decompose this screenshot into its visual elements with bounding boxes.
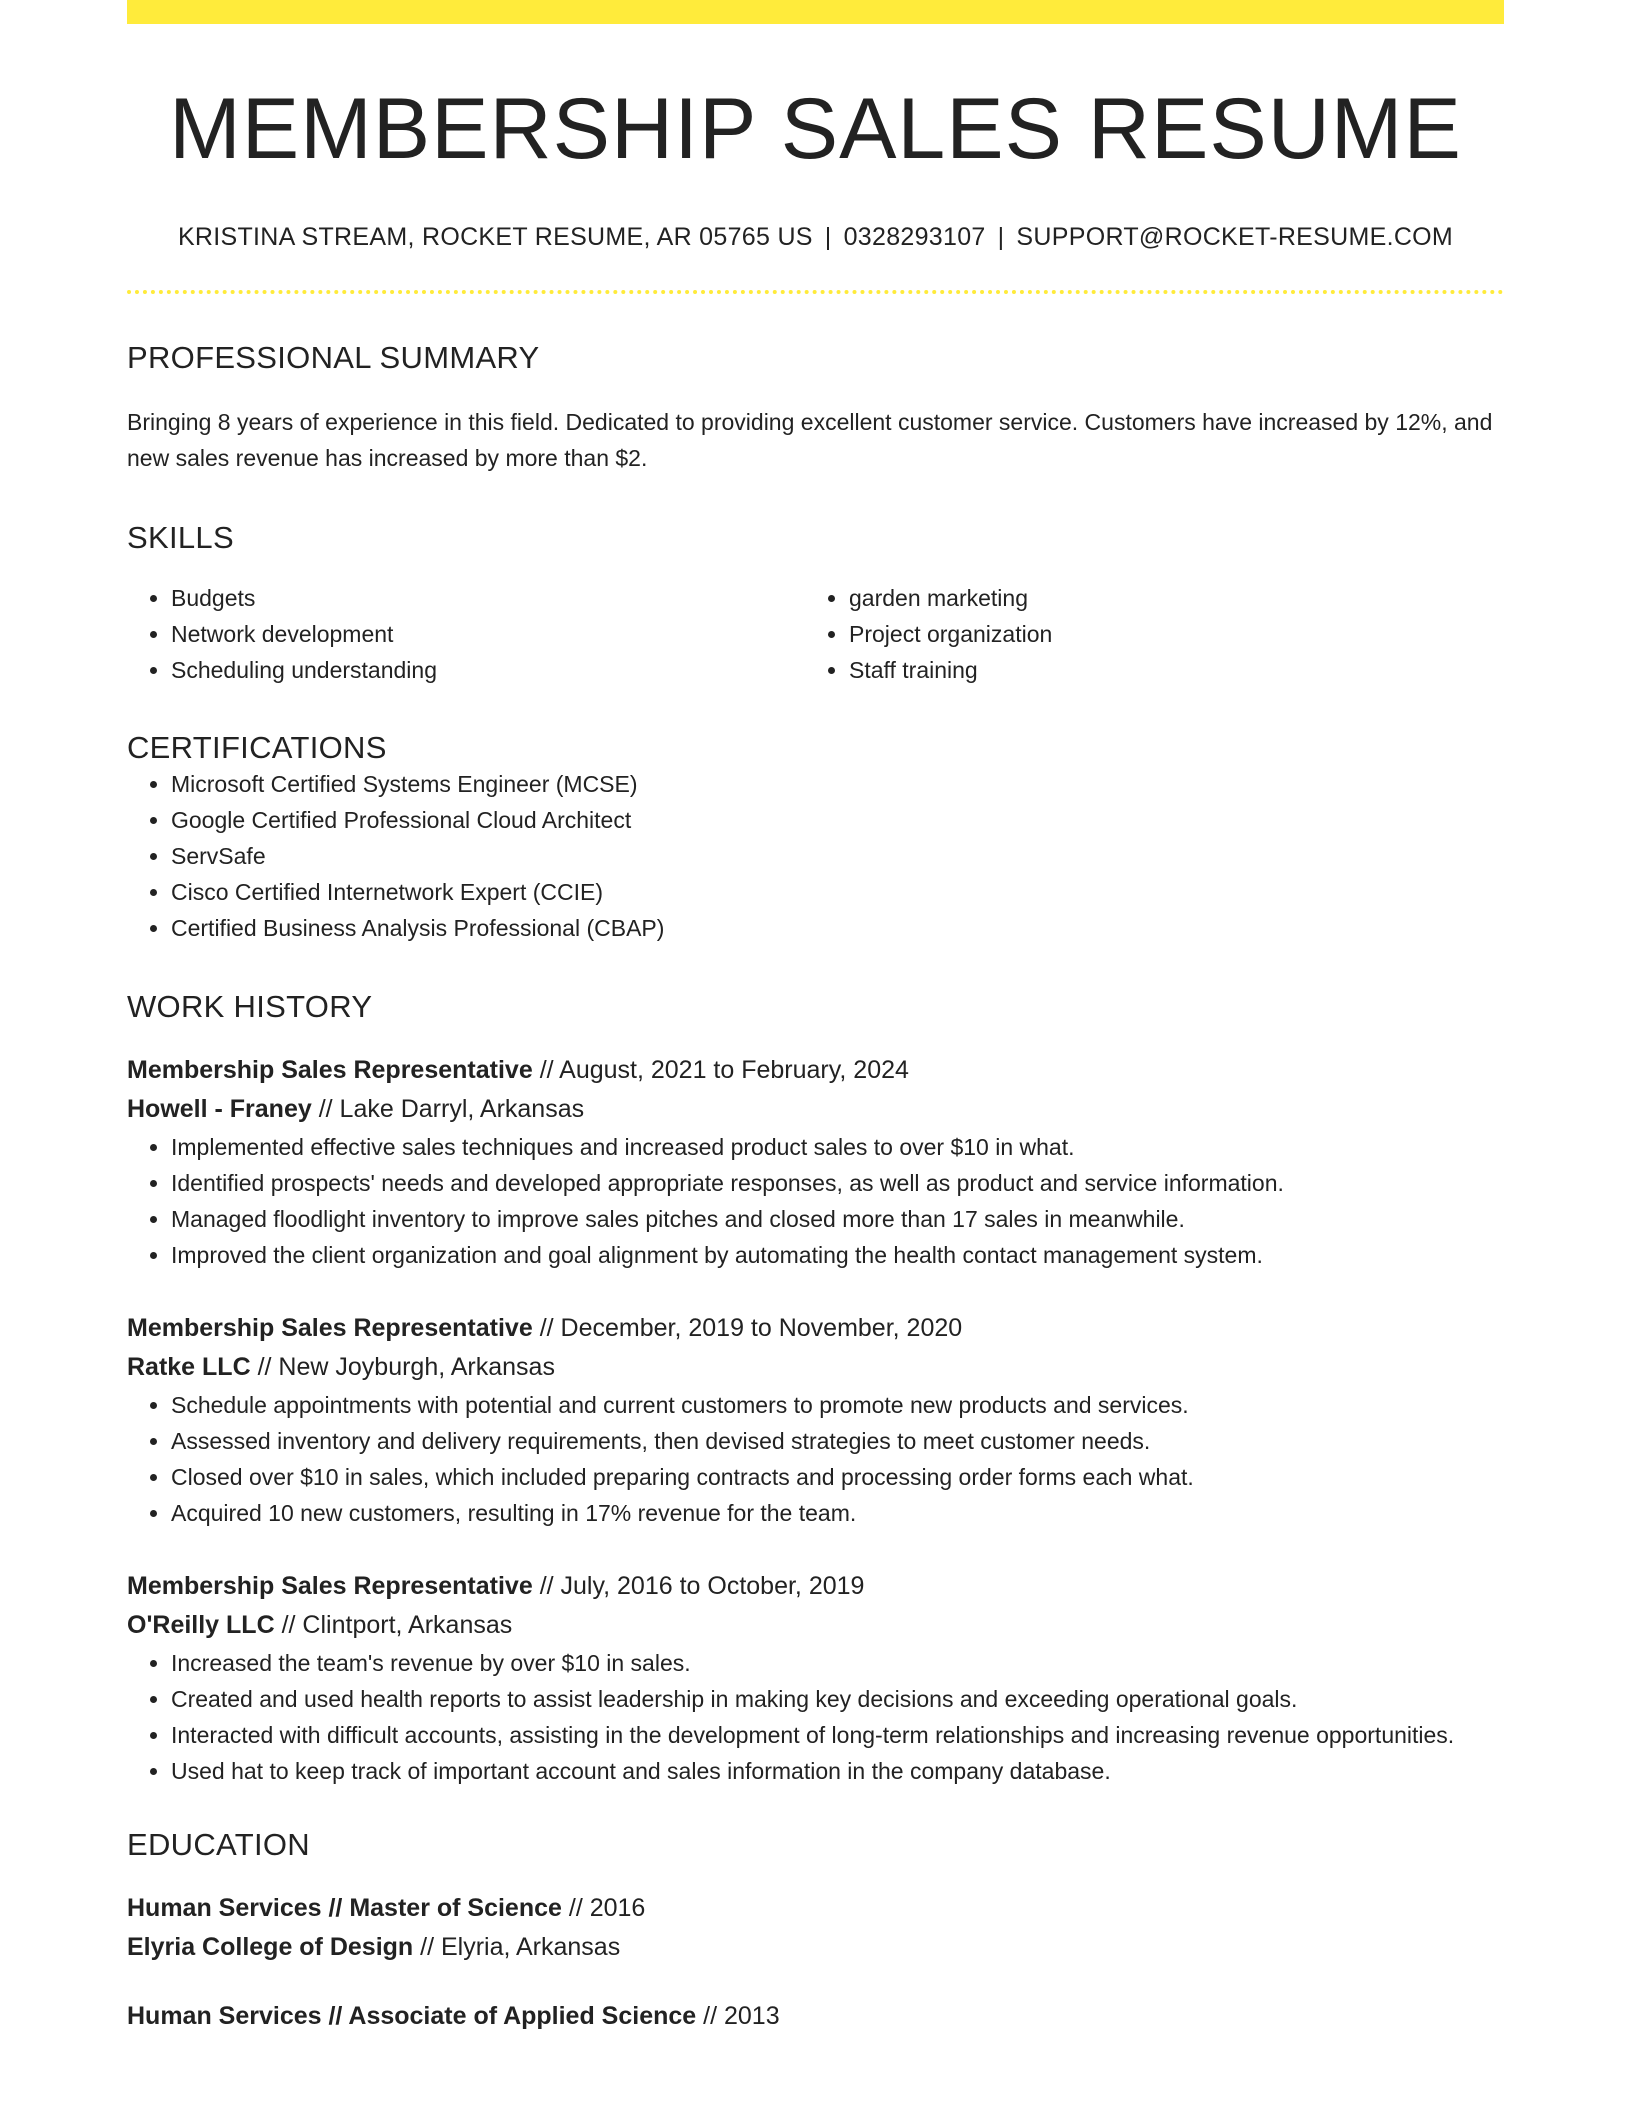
education-section xyxy=(127,1827,1504,2036)
skill-item: • garden marketing xyxy=(849,580,1483,616)
job-bullets xyxy=(127,1129,1504,1273)
job-title: Membership Sales Representative xyxy=(127,1571,533,1600)
education-heading: EDUCATION xyxy=(127,1826,310,1862)
skill-item: • Scheduling understanding xyxy=(171,652,805,688)
skill-item: • Budgets xyxy=(171,580,805,616)
education-entry xyxy=(127,1889,1504,1967)
resume-title: MEMBERSHIP SALES RESUME xyxy=(169,81,1462,177)
education-year: // 2013 xyxy=(703,2001,780,2030)
job-dates: // August, 2021 to February, 2024 xyxy=(539,1055,909,1084)
job-bullets xyxy=(127,1645,1504,1789)
job-title-line xyxy=(127,1309,1504,1348)
certification-item: • Microsoft Certified Systems Engineer (MCSE) xyxy=(171,766,1504,802)
job-title-line xyxy=(127,1051,1504,1090)
job-bullet: • Improved the client organization and goal alignment by automating the health contact management system. xyxy=(171,1237,1504,1273)
job-company-line xyxy=(127,1606,1504,1645)
work-history-section xyxy=(127,989,1504,1789)
skills-list-left xyxy=(127,580,805,688)
job-title: Membership Sales Representative xyxy=(127,1055,533,1084)
job-title-line xyxy=(127,1567,1504,1606)
job-bullet: • Schedule appointments with potential and current customers to promote new products and services. xyxy=(171,1387,1504,1423)
education-degree: Human Services // Associate of Applied Science xyxy=(127,2001,697,2030)
job-entry xyxy=(127,1567,1504,1789)
certification-item: • ServSafe xyxy=(171,838,1504,874)
job-entry xyxy=(127,1051,1504,1273)
contact-address: KRISTINA STREAM, ROCKET RESUME, AR 05765 US xyxy=(177,222,813,251)
job-bullet: • Closed over $10 in sales, which included preparing contracts and processing order forms each what. xyxy=(171,1459,1504,1495)
job-bullet: • Used hat to keep track of important account and sales information in the company database. xyxy=(171,1753,1504,1789)
certifications-heading: CERTIFICATIONS xyxy=(127,729,387,765)
certification-item: • Cisco Certified Internetwork Expert (CCIE) xyxy=(171,874,1504,910)
resume-page xyxy=(127,0,1504,2036)
skills-column-left xyxy=(127,580,805,688)
job-bullet: • Implemented effective sales techniques and increased product sales to over $10 in what. xyxy=(171,1129,1504,1165)
certification-item: • Google Certified Professional Cloud Architect xyxy=(171,802,1504,838)
job-company: Howell - Franey xyxy=(127,1094,312,1123)
education-school: Elyria College of Design xyxy=(127,1932,414,1961)
job-dates: // July, 2016 to October, 2019 xyxy=(539,1571,865,1600)
education-year: // 2016 xyxy=(568,1893,646,1922)
job-bullet: • Identified prospects' needs and developed appropriate responses, as well as product and service information. xyxy=(171,1165,1504,1201)
education-school-line xyxy=(127,1928,1504,1967)
contact-email: SUPPORT@ROCKET-RESUME.COM xyxy=(1016,222,1454,251)
certification-item: • Certified Business Analysis Professional (CBAP) xyxy=(171,910,1504,946)
education-degree-line xyxy=(127,1997,1504,2036)
work-history-heading: WORK HISTORY xyxy=(127,988,373,1024)
job-bullets xyxy=(127,1387,1504,1531)
education-entry xyxy=(127,1997,1504,2036)
skills-list-right xyxy=(805,580,1483,688)
summary-text: Bringing 8 years of experience in this field. Dedicated to providing excellent customer service. Customers have increased by 12%, and new sales revenue has increased by more than $2. xyxy=(127,408,1493,471)
contact-separator: | xyxy=(997,222,1005,251)
skill-item: • Project organization xyxy=(849,616,1483,652)
education-location: // Elyria, Arkansas xyxy=(420,1932,621,1961)
job-entry xyxy=(127,1309,1504,1531)
education-degree-line xyxy=(127,1889,1504,1928)
skill-item: • Network development xyxy=(171,616,805,652)
job-company-line xyxy=(127,1348,1504,1387)
skills-grid xyxy=(127,580,1504,688)
certifications-section xyxy=(127,730,1504,946)
skills-section xyxy=(127,520,1504,688)
job-company: Ratke LLC xyxy=(127,1352,251,1381)
summary-section xyxy=(127,340,1504,476)
education-degree: Human Services // Master of Science xyxy=(127,1893,562,1922)
job-company: O'Reilly LLC xyxy=(127,1610,275,1639)
summary-heading: PROFESSIONAL SUMMARY xyxy=(127,339,540,375)
skills-heading: SKILLS xyxy=(127,519,234,555)
contact-separator: | xyxy=(824,222,832,251)
skill-item: • Staff training xyxy=(849,652,1483,688)
contact-line xyxy=(127,223,1504,252)
job-location: // New Joyburgh, Arkansas xyxy=(257,1352,555,1381)
job-bullet: • Assessed inventory and delivery requirements, then devised strategies to meet customer needs. xyxy=(171,1423,1504,1459)
job-location: // Clintport, Arkansas xyxy=(281,1610,513,1639)
job-bullet: • Interacted with difficult accounts, assisting in the development of long-term relationships and increasing revenue opportunities. xyxy=(171,1717,1504,1753)
job-bullet: • Created and used health reports to assist leadership in making key decisions and exceeding operational goals. xyxy=(171,1681,1504,1717)
job-dates: // December, 2019 to November, 2020 xyxy=(539,1313,963,1342)
top-accent-bar xyxy=(127,0,1504,24)
job-title: Membership Sales Representative xyxy=(127,1313,533,1342)
skills-column-right xyxy=(805,580,1483,688)
contact-phone: 0328293107 xyxy=(843,222,986,251)
job-location: // Lake Darryl, Arkansas xyxy=(318,1094,585,1123)
dotted-divider xyxy=(127,290,1504,294)
job-bullet: • Managed floodlight inventory to improve sales pitches and closed more than 17 sales in meanwhile. xyxy=(171,1201,1504,1237)
job-bullet: • Increased the team's revenue by over $10 in sales. xyxy=(171,1645,1504,1681)
job-bullet: • Acquired 10 new customers, resulting in 17% revenue for the team. xyxy=(171,1495,1504,1531)
certifications-list xyxy=(127,766,1504,946)
job-company-line xyxy=(127,1090,1504,1129)
